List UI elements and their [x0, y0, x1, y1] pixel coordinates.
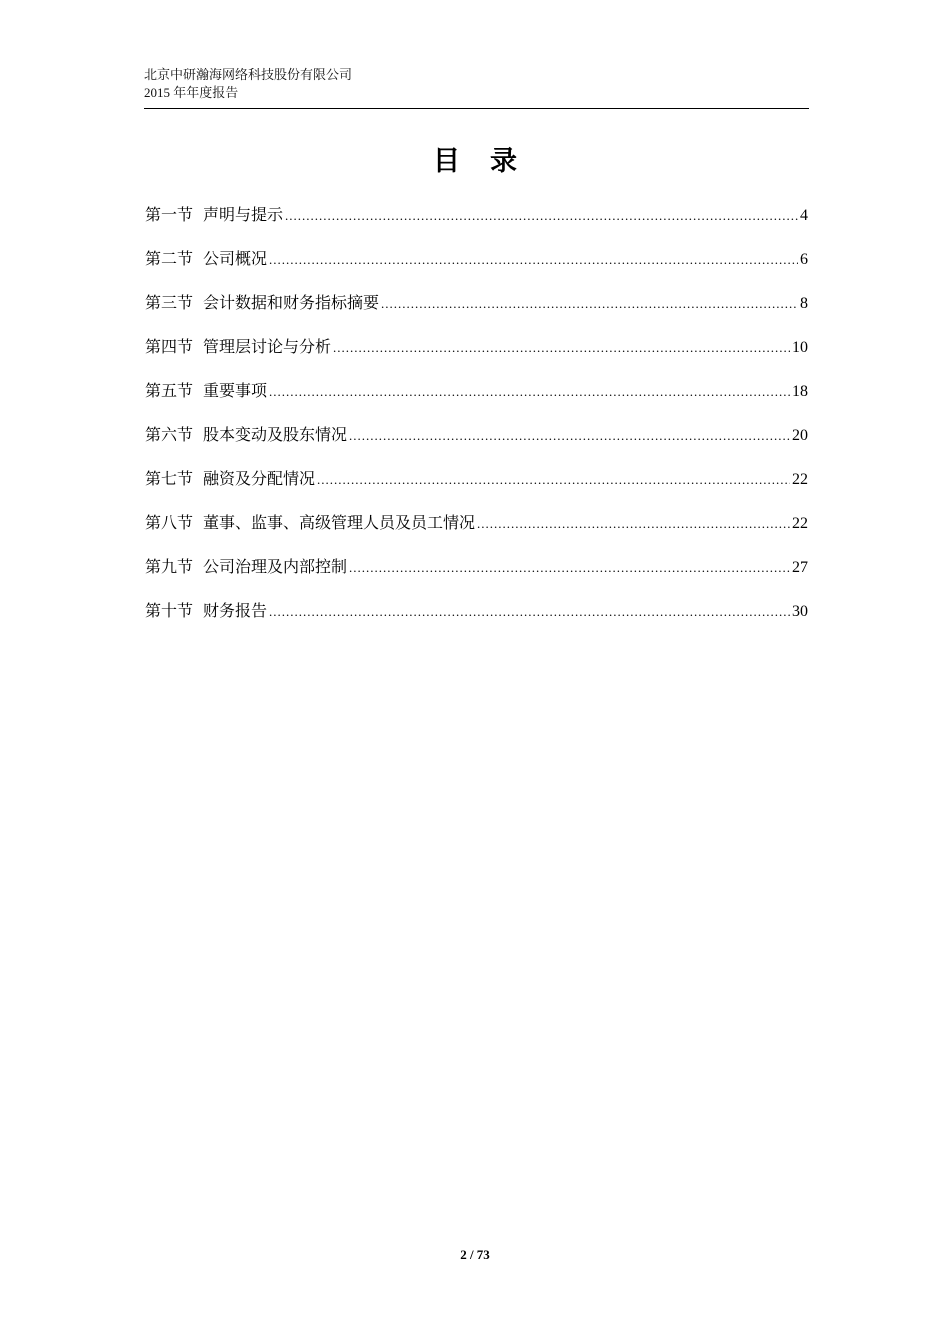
toc-page-number: 27: [792, 559, 808, 576]
toc-section-number: 第六节: [145, 427, 194, 444]
toc-section-number: 第八节: [145, 515, 194, 532]
toc-page-number: 6: [800, 251, 808, 268]
table-of-contents: [145, 203, 808, 643]
toc-entry-7[interactable]: [145, 467, 808, 511]
toc-entry-6[interactable]: [145, 423, 808, 467]
toc-section-title: 股本变动及股东情况: [203, 427, 348, 444]
toc-section-number: 第九节: [145, 559, 194, 576]
toc-leader-dots: [269, 379, 790, 405]
toc-section-number: 第一节: [145, 207, 194, 224]
toc-leader-dots: [477, 511, 790, 537]
toc-page-number: 22: [792, 515, 808, 532]
toc-section-title: 声明与提示: [203, 207, 284, 224]
toc-page-number: 30: [792, 603, 808, 620]
toc-entry-2[interactable]: [145, 247, 808, 291]
toc-entry-8[interactable]: [145, 511, 808, 555]
toc-section-number: 第四节: [145, 339, 194, 356]
toc-leader-dots: [349, 555, 790, 581]
toc-entry-1[interactable]: [145, 203, 808, 247]
toc-leader-dots: [381, 291, 798, 317]
toc-section-title: 董事、监事、高级管理人员及员工情况: [203, 515, 476, 532]
toc-section-title: 财务报告: [203, 603, 268, 620]
toc-section-title: 管理层讨论与分析: [203, 339, 332, 356]
toc-leader-dots: [269, 247, 798, 273]
toc-page-number: 4: [800, 207, 808, 224]
toc-section-title: 重要事项: [203, 383, 268, 400]
toc-title: 目录: [433, 146, 547, 176]
toc-section-number: 第二节: [145, 251, 194, 268]
toc-page-number: 22: [792, 471, 808, 488]
toc-leader-dots: [285, 203, 798, 229]
toc-leader-dots: [349, 423, 790, 449]
toc-entry-4[interactable]: [145, 335, 808, 379]
toc-entry-9[interactable]: [145, 555, 808, 599]
running-header: [144, 66, 809, 109]
toc-page-number: 20: [792, 427, 808, 444]
toc-section-title: 融资及分配情况: [203, 471, 316, 488]
toc-entry-10[interactable]: [145, 599, 808, 643]
toc-section-title: 公司治理及内部控制: [203, 559, 348, 576]
toc-section-number: 第七节: [145, 471, 194, 488]
toc-section-title: 公司概况: [203, 251, 268, 268]
toc-page-number: 8: [800, 295, 808, 312]
toc-leader-dots: [317, 467, 790, 493]
header-company-name: 北京中研瀚海网络科技股份有限公司: [144, 67, 353, 82]
toc-leader-dots: [269, 599, 790, 625]
toc-section-number: 第五节: [145, 383, 194, 400]
toc-page-number: 10: [792, 339, 808, 356]
toc-page-number: 18: [792, 383, 808, 400]
header-report-title: 2015 年年度报告: [144, 85, 239, 100]
toc-leader-dots: [333, 335, 790, 361]
toc-section-title: 会计数据和财务指标摘要: [203, 295, 380, 312]
toc-section-number: 第十节: [145, 603, 194, 620]
page-number-footer: 2 / 73: [460, 1247, 490, 1262]
toc-section-number: 第三节: [145, 295, 194, 312]
toc-entry-5[interactable]: [145, 379, 808, 423]
toc-entry-3[interactable]: [145, 291, 808, 335]
